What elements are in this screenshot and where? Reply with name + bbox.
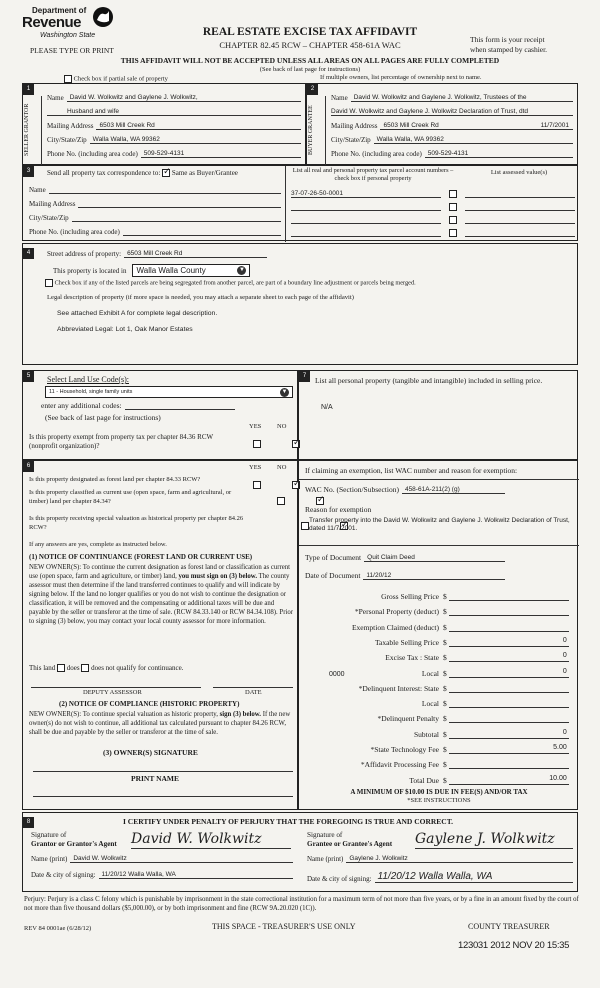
- dollar-sign: $: [443, 622, 447, 632]
- buyer-phone-field[interactable]: 509-529-4131: [425, 150, 573, 158]
- amount-field[interactable]: 0: [449, 652, 569, 662]
- grantor-name-label: Name (print): [31, 855, 68, 863]
- notice2-a: NEW OWNER(S): To continue special valuation as historic property,: [29, 711, 218, 718]
- send-correspondence: [47, 169, 238, 177]
- s3-name-row: [29, 186, 281, 194]
- buyer-address-value: 6503 Mill Creek Rd: [383, 122, 439, 129]
- buyer-address-field[interactable]: [380, 122, 573, 130]
- this-land-row: [29, 664, 183, 672]
- minimum-due: A MINIMUM OF $10.00 IS DUE IN FEE(S) AND/OR TAX: [350, 788, 528, 796]
- notice1-b: you must sign on (3) below.: [178, 573, 258, 580]
- segregated-label: Check box if any of the listed parcels are being segregated from another parcel, are part of a boundary line adjustment or parcels being merged.: [54, 279, 416, 287]
- does-not-label: does not qualify for continuance.: [91, 664, 184, 672]
- seller-phone-field[interactable]: 509-529-4131: [141, 150, 301, 158]
- amount-row: [299, 713, 579, 723]
- section-2-number: 2: [307, 84, 318, 95]
- section-5-number: 5: [23, 371, 34, 382]
- buyer-phone-label: Phone No. (including area code): [331, 150, 422, 158]
- please-type: PLEASE TYPE OR PRINT: [30, 46, 114, 55]
- segregated-checkbox[interactable]: [45, 279, 53, 287]
- amount-field[interactable]: [449, 759, 569, 769]
- amount-label: *State Technology Fee: [370, 745, 439, 754]
- amount-row: [299, 652, 579, 662]
- s3-address-label: Mailing Address: [29, 200, 76, 208]
- s3-address-row: [29, 200, 281, 208]
- section-8: [22, 812, 578, 892]
- wac-row: [305, 485, 505, 494]
- land-use-value: 11 - Household, single family units: [49, 389, 133, 395]
- seller-name-row: [47, 94, 301, 102]
- amount-row: [299, 622, 579, 632]
- amount-row: [299, 698, 579, 708]
- buyer-address-label: Mailing Address: [331, 122, 378, 130]
- exemption-label: If claiming an exemption, list WAC number and reason for exemption:: [305, 466, 518, 475]
- section-4-number: 4: [23, 248, 34, 259]
- exhibit-text: See attached Exhibit A for complete legal description.: [57, 310, 218, 317]
- parcel-rows: [291, 184, 575, 237]
- seller-name-field[interactable]: David W. Wolkwitz and Gaylene J. Wolkwitz,: [67, 94, 301, 102]
- s6-yes: YES: [249, 464, 262, 471]
- amount-row: [299, 591, 579, 601]
- doc-type-field[interactable]: Quit Claim Deed: [364, 554, 505, 562]
- assessed-2-field[interactable]: [465, 203, 575, 211]
- seller-name2-field[interactable]: Husband and wife: [47, 108, 301, 116]
- notice2-c: If the new owner(s) do not wish to continue, all additional tax calculated pursuant to chapter 84.26 RCW, shall be due and payable by the seller or transferor at the time of sale.: [29, 711, 291, 736]
- amount-row: [299, 775, 579, 785]
- form-title: REAL ESTATE EXCISE TAX AFFIDAVIT: [202, 26, 418, 38]
- amount-field[interactable]: [449, 698, 569, 708]
- buyer-city-label: City/State/Zip: [331, 136, 371, 144]
- deputy-date-label: DATE: [245, 689, 262, 696]
- notice1-title: (1) NOTICE OF CONTINUANCE (FOREST LAND OR CURRENT USE): [29, 553, 253, 561]
- seller-address-row: [47, 122, 301, 130]
- amount-field[interactable]: 0: [449, 668, 569, 678]
- parcel-4-checkbox[interactable]: [449, 229, 457, 237]
- s3-city-row: [29, 214, 281, 222]
- grantor-sig-label1: Signature of: [31, 831, 67, 839]
- grantee-sig-label2: Grantee or Grantee's Agent: [307, 840, 393, 848]
- buyer-address-date: 11/7/2001: [540, 122, 569, 129]
- chevron-down-icon: ▼: [281, 388, 288, 395]
- s3-address-field[interactable]: [78, 207, 281, 208]
- additional-label: enter any additional codes:: [41, 401, 122, 410]
- historic-question: Is this property receiving special valuation as historical property per chapter 84.26 RCW?: [29, 515, 244, 531]
- rev-number: REV 84 0001ae (6/28/12): [24, 925, 92, 932]
- does-label: does: [66, 664, 80, 672]
- notice1-body: [29, 563, 293, 626]
- section-4: [22, 243, 578, 365]
- grantor-signature[interactable]: David W. Wolkwitz: [131, 831, 291, 849]
- street-row: [47, 250, 267, 258]
- section-7-number: 7: [299, 371, 310, 382]
- buyer-city-field[interactable]: Walla Walla, WA 99362: [374, 136, 573, 144]
- dollar-sign: $: [443, 683, 447, 693]
- doc-type-label: Type of Document: [305, 553, 362, 562]
- amount-field[interactable]: 5.00: [449, 744, 569, 754]
- amount-field[interactable]: [449, 591, 569, 601]
- dollar-sign: $: [443, 745, 447, 754]
- wac-label: WAC No. (Section/Subsection): [305, 485, 399, 494]
- perjury-text: Perjury: Perjury is a class C felony which is punishable by imprisonment in the state correctional institution for a maximum term of not more than five years, or by a fine in an amount fixed by the court of not more than five thousand dollars ($5,000.00), or by both imprisonment and fine (RCW 9A.20.020 (1C)).: [24, 896, 579, 912]
- grantee-date-field[interactable]: 11/20/12 Walla Walla, WA: [375, 871, 573, 883]
- seller-city-label: City/State/Zip: [47, 136, 87, 144]
- seller-side-label: SELLER GRANTOR: [24, 103, 30, 157]
- notice2-title: (2) NOTICE OF COMPLIANCE (HISTORIC PROPERTY): [59, 700, 240, 708]
- s3-name-label: Name: [29, 186, 46, 194]
- parcel-1-field[interactable]: 37-07-26-50-0001: [291, 190, 441, 198]
- amount-label: Excise Tax : State: [385, 653, 439, 663]
- exempt-question: Is this property exempt from property tax per chapter 84.36 RCW (nonprofit organization)?: [29, 433, 213, 450]
- deputy-assessor-label: DEPUTY ASSESSOR: [83, 689, 142, 696]
- parcel-1-checkbox[interactable]: [449, 190, 457, 198]
- select-land-use-label: Select Land Use Code(s):: [47, 375, 129, 384]
- buyer-name-row: [331, 94, 573, 102]
- amount-field[interactable]: [449, 713, 569, 723]
- grantor-date-field[interactable]: 11/20/12 Walla Walla, WA: [99, 871, 293, 879]
- amount-row: [299, 744, 579, 754]
- parcel-3-field[interactable]: [291, 216, 441, 224]
- grantee-sig-label: [307, 831, 392, 849]
- print-name-label: PRINT NAME: [131, 774, 179, 783]
- grantor-name-row: [31, 855, 293, 863]
- if-yes-text: If any answers are yes, complete as instructed below.: [29, 541, 167, 548]
- grantee-name-label: Name (print): [307, 855, 344, 863]
- amount-label: Local: [421, 699, 439, 709]
- dollar-sign: $: [443, 729, 447, 739]
- additional-codes: [41, 401, 235, 410]
- s5-yes: YES: [249, 423, 262, 430]
- buyer-city-row: [331, 136, 573, 144]
- owner-signature-line[interactable]: [33, 771, 293, 772]
- dollar-sign: $: [443, 714, 447, 724]
- additional-field[interactable]: [125, 402, 235, 410]
- s3-city-field[interactable]: [72, 221, 281, 222]
- seller-phone-label: Phone No. (including area code): [47, 150, 138, 158]
- buyer-name-field[interactable]: David W. Wolkwitz and Gaylene J. Wolkwitz, Trustees of the: [351, 94, 573, 102]
- dollar-sign: $: [443, 668, 447, 678]
- dollar-sign: $: [443, 653, 447, 663]
- dollar-sign: $: [443, 637, 447, 647]
- seller-city-field[interactable]: Walla Walla, WA 99362: [90, 136, 301, 144]
- street-field[interactable]: 6503 Mill Creek Rd: [124, 250, 267, 258]
- buyer-address-row: [331, 122, 573, 130]
- wac-field[interactable]: 458-61A-211(2) (g): [402, 486, 505, 494]
- reason-label: Reason for exemption: [305, 505, 372, 514]
- chevron-down-icon: ▼: [239, 267, 245, 273]
- does-checkbox[interactable]: [57, 664, 65, 672]
- amount-row: [299, 668, 579, 678]
- exemption-section: [298, 460, 578, 810]
- grantor-sig-label2: Grantor or Grantor's Agent: [31, 840, 117, 848]
- amount-row: [299, 759, 579, 769]
- buyer-name2-row: [331, 108, 573, 116]
- grantee-name-field[interactable]: Gaylene J. Wolkwitz: [346, 855, 573, 863]
- forest-yes-checkbox[interactable]: [253, 481, 261, 489]
- warning: THIS AFFIDAVIT WILL NOT BE ACCEPTED UNLESS ALL AREAS ON ALL PAGES ARE FULLY COMPLETED: [120, 56, 500, 65]
- amount-prefix: 0000: [329, 670, 345, 678]
- partial-sale-checkbox[interactable]: [64, 75, 72, 83]
- form-chapter: CHAPTER 82.45 RCW – CHAPTER 458-61A WAC: [219, 40, 401, 50]
- wa-logo-icon: [92, 6, 114, 28]
- buyer-name2-field[interactable]: David W. Wolkwitz and Gaylene J. Wolkwitz Declaration of Trust, dtd: [331, 108, 573, 116]
- amount-row: [299, 729, 579, 739]
- see-back: (See back of last page for instructions): [259, 66, 361, 73]
- dept-line1: Department of: [32, 6, 87, 15]
- parcel-2-checkbox[interactable]: [449, 203, 457, 211]
- parcel-header: List all real and personal property tax parcel account numbers – check box if personal property: [292, 167, 454, 182]
- s5-see-back: (See back of last page for instructions): [45, 413, 161, 422]
- buyer-name-label: Name: [331, 94, 348, 102]
- section-8-number: 8: [23, 817, 34, 828]
- amount-field[interactable]: 0: [449, 729, 569, 739]
- county-value: Walla Walla County: [136, 266, 206, 275]
- s3-phone-field[interactable]: [123, 235, 281, 236]
- partial-sale: [64, 75, 168, 83]
- grantee-date-label: Date & city of signing:: [307, 875, 372, 883]
- reason-value[interactable]: Transfer property into the David W. Wolkwitz and Gaylene J. Wolkwitz Declaration of Trust, dated 11/7/2001.: [309, 517, 570, 532]
- county-select[interactable]: [132, 264, 250, 277]
- parcel-4-field[interactable]: [291, 229, 441, 237]
- amount-row: [299, 683, 579, 693]
- street-label: Street address of property:: [47, 250, 122, 258]
- section-7: [298, 370, 578, 460]
- amount-row: [299, 637, 579, 647]
- s3-name-field[interactable]: [49, 193, 281, 194]
- amount-label: Taxable Selling Price: [374, 637, 439, 647]
- dollar-sign: $: [443, 607, 447, 617]
- treasurer-space: THIS SPACE - TREASURER'S USE ONLY: [212, 922, 356, 931]
- seller-city-row: [47, 136, 301, 144]
- grantor-date-label: Date & city of signing:: [31, 871, 96, 879]
- doc-date-field[interactable]: 11/20/12: [363, 572, 505, 580]
- doc-date-label: Date of Document: [305, 571, 361, 580]
- assessed-4-field[interactable]: [465, 229, 575, 237]
- amount-label: Subtotal: [413, 729, 439, 739]
- cashier-stamp: 123031 2012 NOV 20 15:35: [458, 940, 570, 951]
- amount-field[interactable]: [449, 606, 569, 616]
- owner-signature-label: (3) OWNER(S) SIGNATURE: [103, 748, 198, 757]
- dollar-sign: $: [443, 592, 447, 601]
- current-use-question: Is this property classified as current use (open space, farm and agricultural, or timber) land per chapter 84.34?: [29, 489, 232, 505]
- send-label: Send all property tax correspondence to:: [47, 169, 161, 177]
- amount-label: Local: [421, 668, 439, 678]
- amount-field[interactable]: [449, 622, 569, 632]
- section-6-number: 6: [23, 461, 34, 472]
- seller-name-label: Name: [47, 94, 64, 102]
- personal-property-value[interactable]: N/A: [321, 404, 333, 411]
- s3-city-label: City/State/Zip: [29, 214, 69, 222]
- amount-label: *Delinquent Penalty: [377, 714, 439, 724]
- amount-label: Gross Selling Price: [381, 592, 439, 601]
- amount-label: Total Due: [409, 775, 439, 785]
- current-use-yes-checkbox[interactable]: [277, 497, 285, 505]
- section-6: [22, 460, 298, 810]
- dept-line3: Washington State: [40, 32, 96, 39]
- doc-type-row: [305, 553, 505, 562]
- section-5: [22, 370, 298, 460]
- amount-label: *Delinquent Interest: State: [358, 683, 439, 693]
- grantor-sig-label: [31, 831, 117, 849]
- dollar-sign: $: [443, 699, 447, 709]
- amount-label: *Personal Property (deduct): [354, 607, 439, 617]
- receipt-line1: This form is your receipt: [470, 35, 545, 44]
- land-use-select[interactable]: [45, 386, 293, 398]
- same-as-buyer-checkbox[interactable]: [162, 169, 170, 177]
- located-label: This property is located in: [53, 266, 127, 275]
- seller-address-label: Mailing Address: [47, 122, 94, 130]
- dollar-sign: $: [443, 760, 447, 770]
- legal-label: Legal description of property (if more space is needed, you may attach a separate sheet to each page of the affidavit): [47, 294, 354, 301]
- notice2-b: sign (3) below.: [219, 711, 261, 718]
- s3-phone-row: [29, 228, 281, 236]
- seller-section: [22, 83, 306, 165]
- county-treasurer: COUNTY TREASURER: [468, 922, 550, 931]
- grantor-name-field[interactable]: David W. Wolkwitz: [70, 855, 293, 863]
- seller-address-field[interactable]: 6503 Mill Creek Rd: [96, 122, 301, 130]
- notice1-c: The county assessor must then determine if the land transferred continues to qualify and will indicate by signing below. If the land no longer qualifies or you do not wish to continue the designation or classification, it will be removed and the compensating or additional taxes will be due and payable by the seller or transferor at the time of sale. (RCW 84.33.140 or RCW 84.34.108). Prior to signing (3) below, you may contact your local county assessor for more information.: [29, 573, 294, 625]
- notice1-a: NEW OWNER(S): To continue the current designation as forest land or classification as current use (open space, farm and agriculture, or timber) land,: [29, 564, 291, 580]
- amount-field[interactable]: 0: [449, 637, 569, 647]
- buyer-phone-row: [331, 150, 573, 158]
- this-land-label: This land: [29, 664, 56, 672]
- same-as-label: Same as Buyer/Grantee: [171, 169, 238, 177]
- buyer-section: [306, 83, 578, 165]
- grantee-signature[interactable]: Gaylene J. Wolkwitz: [415, 831, 573, 849]
- amount-label: *Affidavit Processing Fee: [360, 760, 439, 770]
- notice2-body: [29, 710, 293, 737]
- amount-field[interactable]: [449, 683, 569, 693]
- s3-phone-label: Phone No. (including area code): [29, 228, 120, 236]
- forest-question: Is this property designated as forest land per chapter 84.33 RCW?: [29, 476, 201, 483]
- grantee-sig-label1: Signature of: [307, 831, 343, 839]
- see-instructions: *SEE INSTRUCTIONS: [407, 797, 471, 804]
- segregated-row: [45, 279, 416, 287]
- assessed-3-field[interactable]: [465, 216, 575, 224]
- grantor-date-row: [31, 871, 293, 879]
- seller-name2-row: [47, 108, 301, 116]
- section-3-number: 3: [23, 166, 34, 177]
- exempt-yes-checkbox[interactable]: [253, 440, 261, 448]
- seller-phone-row: [47, 150, 301, 158]
- does-not-checkbox[interactable]: [81, 664, 89, 672]
- multiple-owners: If multiple owners, list percentage of ownership next to name.: [320, 74, 482, 81]
- assessed-header: List assessed value(s): [490, 169, 548, 176]
- grantee-date-row: [307, 871, 573, 883]
- amount-label: Exemption Claimed (deduct): [351, 622, 439, 632]
- buyer-side-label: BUYER GRANTEE: [308, 105, 314, 155]
- located-row: [53, 264, 250, 277]
- parcel-2-field[interactable]: [291, 203, 441, 211]
- s6-no: NO: [277, 464, 287, 471]
- section-3: [22, 165, 578, 241]
- dept-line2: Revenue: [22, 14, 82, 31]
- receipt-line2: when stamped by cashier.: [470, 45, 548, 54]
- dollar-sign: $: [443, 775, 447, 785]
- partial-sale-label: Check box if partial sale of property: [73, 75, 168, 83]
- doc-date-row: [305, 571, 505, 580]
- personal-property-label: List all personal property (tangible and intangible) included in selling price.: [315, 376, 543, 385]
- certify-text: I CERTIFY UNDER PENALTY OF PERJURY THAT THE FOREGOING IS TRUE AND CORRECT.: [123, 817, 454, 826]
- amount-row: [299, 606, 579, 616]
- section-1-number: 1: [23, 84, 34, 95]
- s5-no: NO: [277, 423, 287, 430]
- amount-field[interactable]: 10.00: [449, 775, 569, 785]
- abbrev-legal: Abbreviated Legal: Lot 1, Oak Manor Estates: [57, 326, 193, 333]
- grantee-name-row: [307, 855, 573, 863]
- print-name-line[interactable]: [33, 796, 293, 797]
- dor-logo: [18, 4, 118, 42]
- assessed-1-field[interactable]: [465, 190, 575, 198]
- parcel-3-checkbox[interactable]: [449, 216, 457, 224]
